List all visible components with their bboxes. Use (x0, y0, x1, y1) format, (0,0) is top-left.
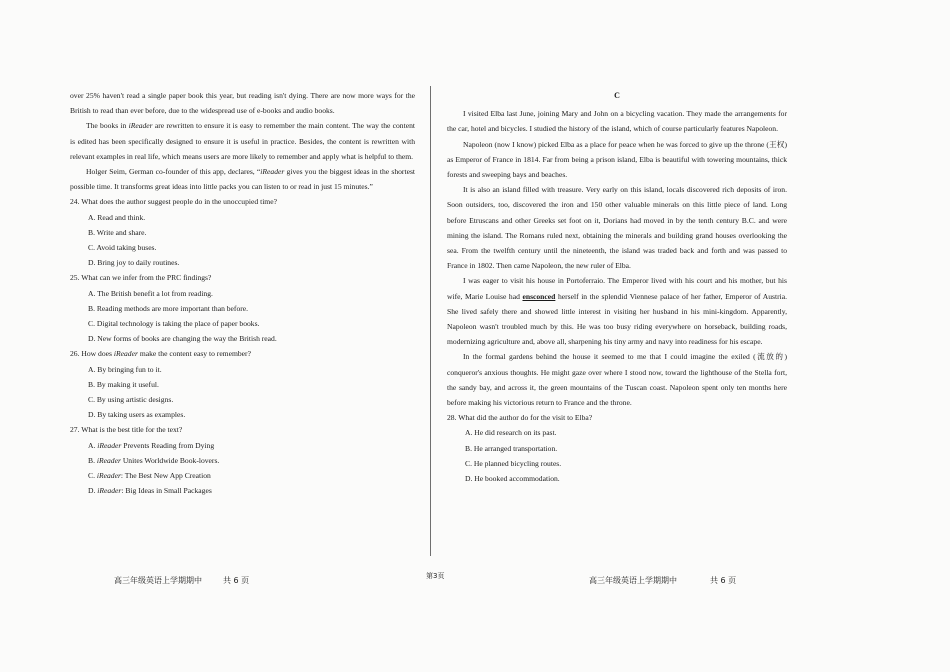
question-28: 28. What did the author do for the visit to Elba? (447, 413, 593, 423)
option: A. By bringing fun to it. (88, 364, 162, 374)
passage-paragraph: In the formal gardens behind the house it seemed to me that I could imagine the exiled (流放的) conqueror's anxious thoughts. He might gaze over where I stood now, toward the lighthouse of the Stella fort, the sandy bay, and across it, the green mountains of the Tuscan coast. Napoleon spent only ten months here before making his victorious return to France and the throne. (447, 352, 787, 408)
left-column (70, 88, 415, 498)
footer-right-title: 高三年级英语上学期期中 (589, 576, 677, 585)
option: B. Write and share. (88, 227, 147, 237)
passage-paragraph: Napoleon (now I know) picked Elba as a place for peace when he was forced to give up the throne (王权) as Emperor of France in 1814. Far from being a prison island, Elba is beautiful with towering mountains, thick forests and sweeping bays and beaches. (447, 139, 787, 180)
option: C. Digital technology is taking the place of paper books. (88, 319, 260, 329)
passage-paragraph: over 25% haven't read a single paper book this year, but reading isn't dying. There are now more ways for the British to read than ever before, due to the widespread use of e-books and audio books. (70, 91, 415, 116)
passage-paragraph: The books in iReader are rewritten to ensure it is easy to remember the main content. The way the content is edited has been specifically designed to ensure it is useful in practice. Besides, the content is rewritten with relevant examples in real life, which means users are more likely to remember and apply what is helpful to them. (70, 121, 415, 161)
question-27: 27. What is the best title for the text? (70, 425, 183, 435)
footer-page-number: 第3页 (426, 572, 445, 580)
option: D. By taking users as examples. (88, 410, 186, 420)
option: D. New forms of books are changing the way the British read. (88, 334, 277, 344)
option: C. By using artistic designs. (88, 395, 174, 405)
option: C. iReader: The Best New App Creation (88, 471, 211, 481)
passage-paragraph: I was eager to visit his house in Portoferraio. The Emperor lived with his court and his mother, but his wife, Marie Louise had ensconced herself in the splendid Viennese palace of her father, Emperor of Austria. She lived safely there and showed little interest in visiting her husband in his mini-kingdom. Apparently, Napoleon wasn't troubled much by this. He was too busy riding everywhere on horseback, building roads, modernizing agriculture and, above all, sharpening his tiny army and navy into readiness for his escape. (447, 276, 787, 347)
option: D. iReader: Big Ideas in Small Packages (88, 486, 212, 496)
footer-left-pages: 共 6 页 (223, 576, 250, 585)
passage-paragraph: Holger Seim, German co-founder of this app, declares, “iReader gives you the biggest ideas in the shortest possible time. It transforms great ideas into little packs you can listen to or read in just 15 minutes.” (70, 167, 416, 192)
option: A. iReader Prevents Reading from Dying (88, 440, 215, 450)
footer-right-pages: 共 6 页 (710, 576, 737, 585)
question-25: 25. What can we infer from the PRC findings? (70, 273, 212, 283)
option: A. Read and think. (88, 212, 146, 222)
underlined-word: ensconced (522, 291, 556, 301)
section-title: C (614, 91, 620, 100)
option: D. Bring joy to daily routines. (88, 258, 180, 268)
passage-paragraph: I visited Elba last June, joining Mary and John on a bicycling vacation. They made the arrangements for the car, hotel and bicycles. I studied the history of the island, which of course particularly features Napoleon. (447, 109, 787, 134)
option: C. He planned bicycling routes. (465, 458, 562, 468)
option: D. He booked accommodation. (465, 474, 560, 484)
passage-paragraph: It is also an island filled with treasure. Very early on this island, locals discovered rich deposits of iron. Soon outsiders, too, discovered the iron and 150 other valuable minerals on this little piece of land. Long before Etruscans and other Greeks set foot on it, Dorians had moved in by the tenth century B.C. and were mining the island. The Romans ruled next, obtaining the minerals and building grand houses overlooking the sea. From the twelfth century until the nineteenth, the island was traded back and forth and was passed to France in 1802. Then came Napoleon, the new ruler of Elba. (447, 185, 787, 271)
option: B. By making it useful. (88, 379, 159, 389)
option: A. The British benefit a lot from reading. (88, 288, 213, 298)
option: B. He arranged transportation. (465, 443, 558, 453)
option: B. Reading methods are more important than before. (88, 303, 249, 313)
column-divider (430, 86, 431, 556)
question-24: 24. What does the author suggest people do in the unoccupied time? (70, 197, 277, 207)
question-26: 26. How does iReader make the content easy to remember? (70, 349, 251, 359)
option: B. iReader Unites Worldwide Book-lovers. (88, 455, 220, 465)
right-column (447, 88, 787, 486)
option: A. He did research on its past. (465, 428, 557, 438)
footer-left-title: 高三年级英语上学期期中 (114, 576, 202, 585)
option: C. Avoid taking buses. (88, 243, 157, 253)
